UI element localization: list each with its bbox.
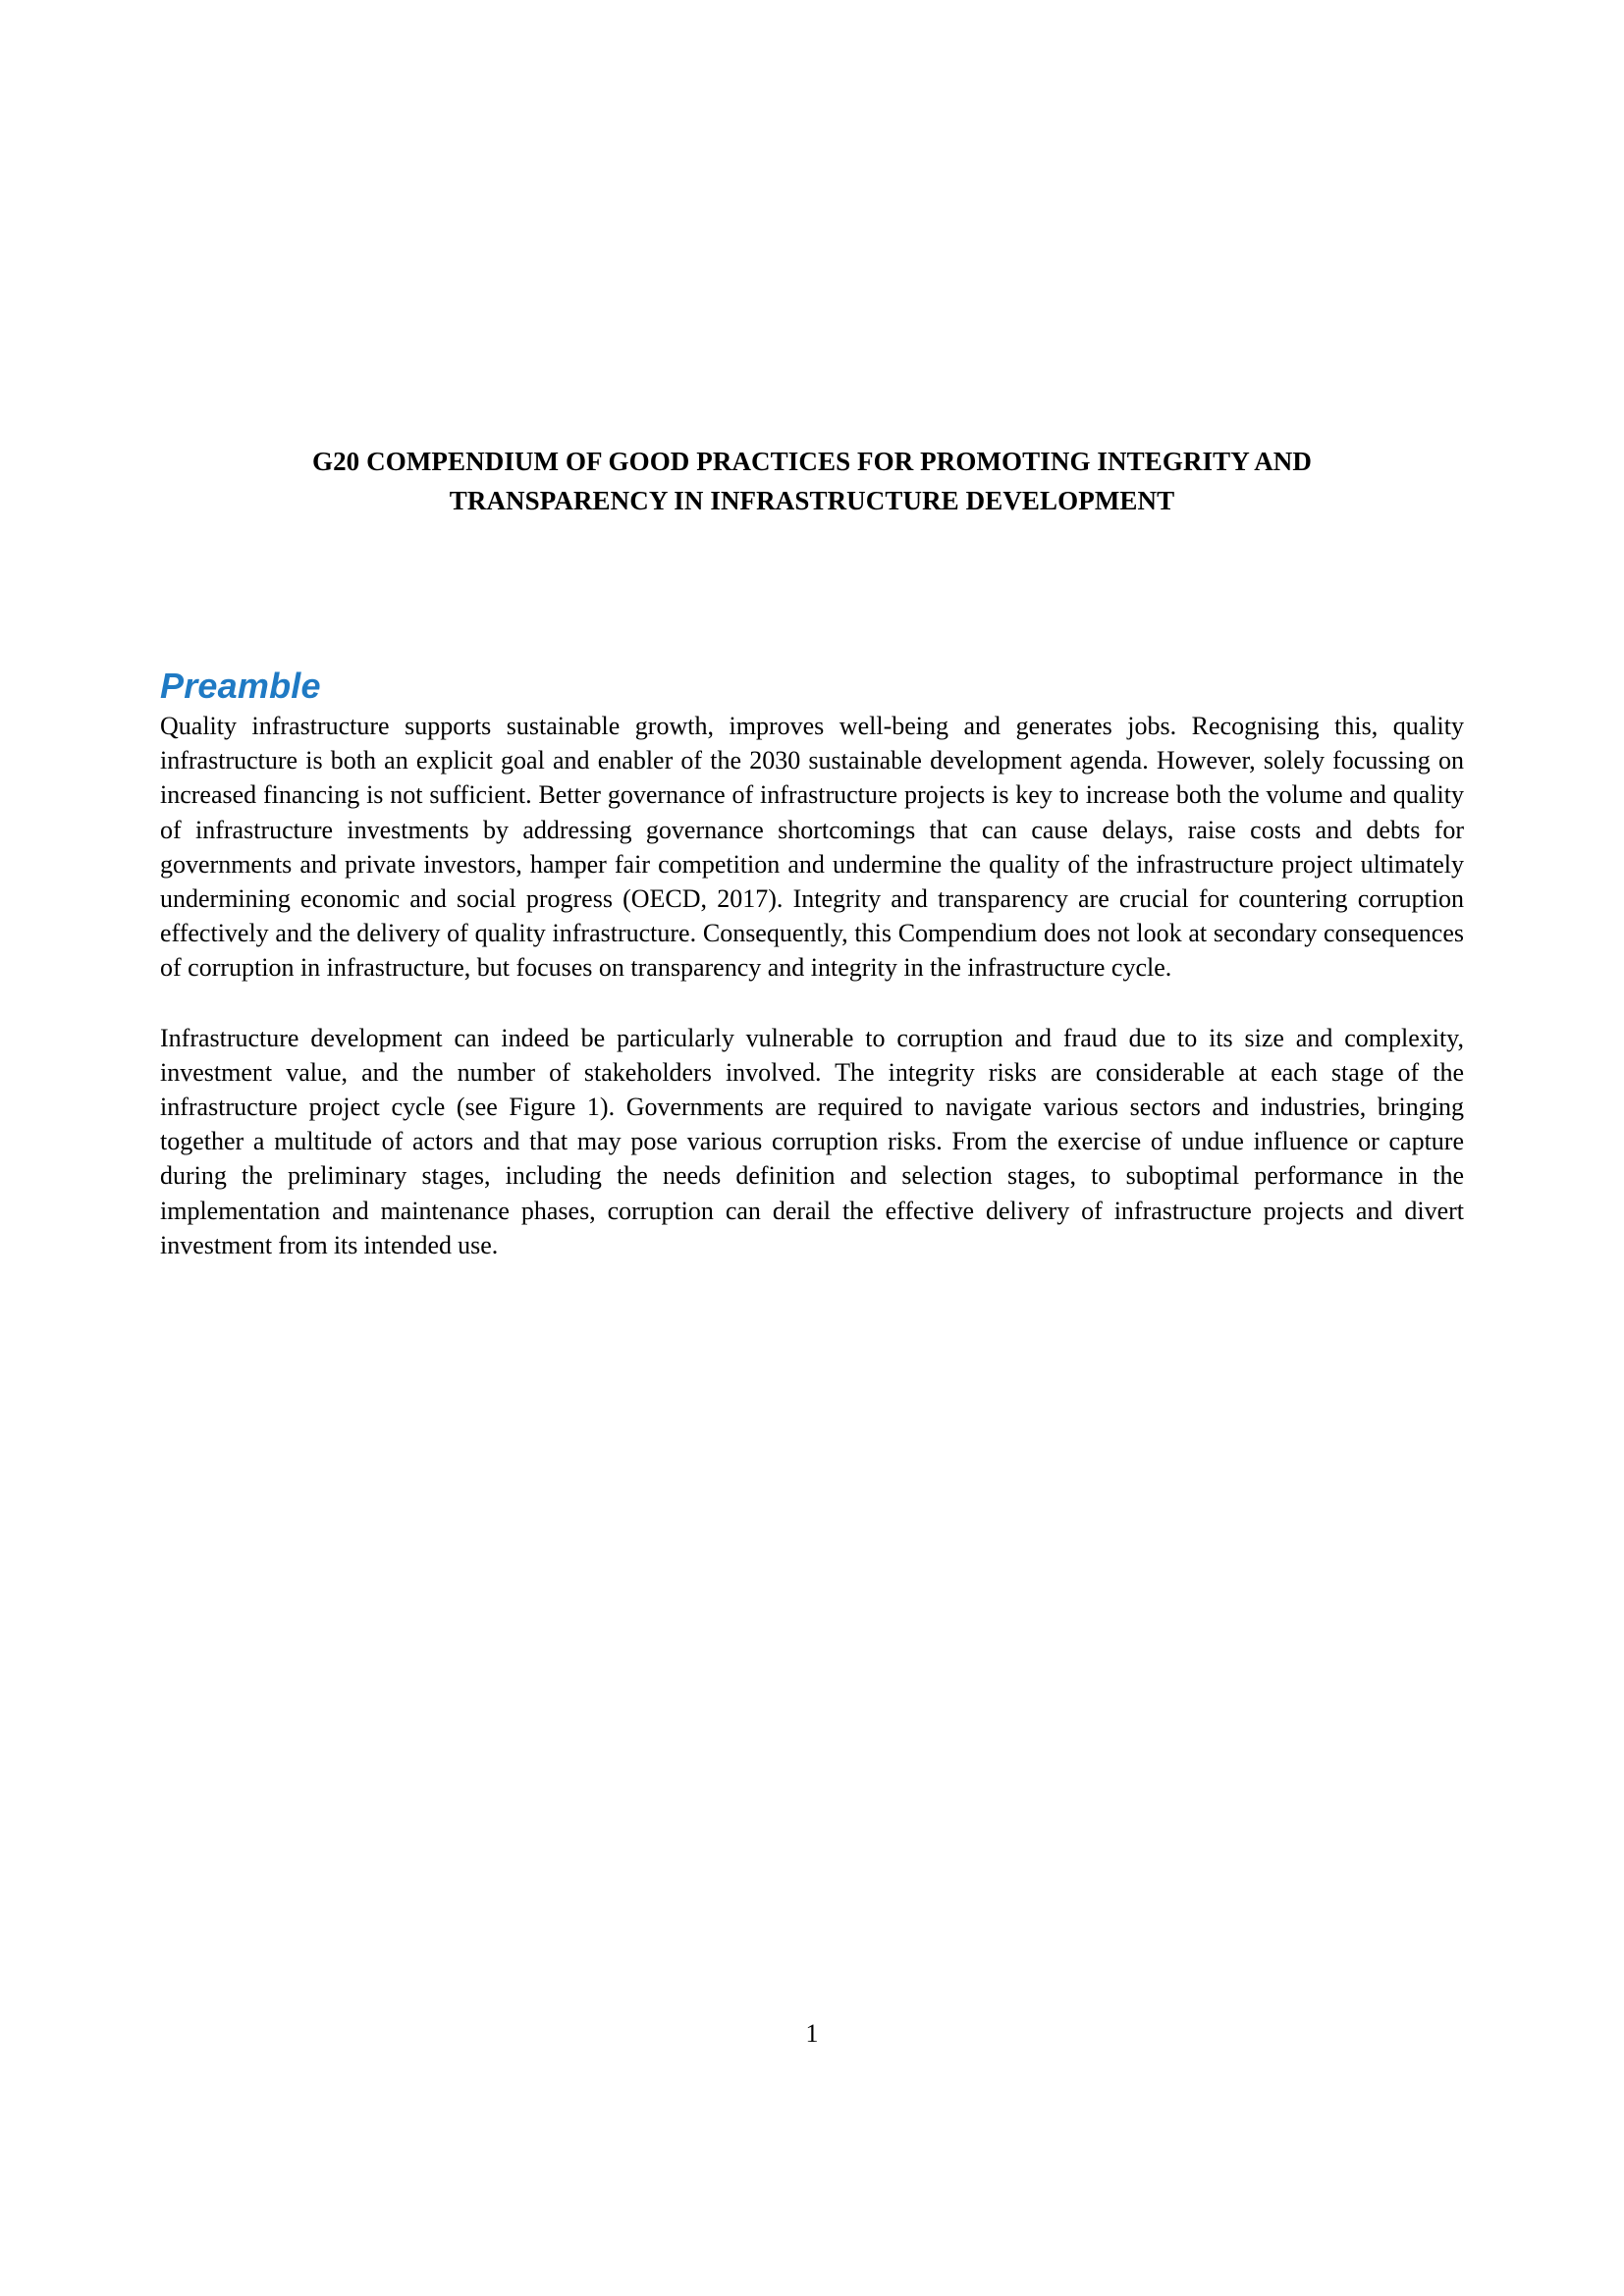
paragraph-1: Quality infrastructure supports sustainable growth, improves well-being and generates jobs. Recognising this, quality infrastructure is both an explicit goal and enabler of the 2030 sustainable development agenda. However, solely focussing on increased financing is not sufficient. Better governance of infrastructure projects is key to increase both the volume and quality of infrastructure investments by addressing governance shortcomings that can cause delays, raise costs and debts for governments and private investors, hamper fair competition and undermine the quality of the infrastructure project ultimately undermining economic and social progress (OECD, 2017). Integrity and transparency are crucial for countering corruption effectively and the delivery of quality infrastructure. Consequently, this Compendium does not look at secondary consequences of corruption in infrastructure, but focuses on transparency and integrity in the infrastructure cycle.	[160, 712, 1464, 983]
footer-page-number: 1	[805, 2019, 819, 2048]
page-title-line-2: TRANSPARENCY IN INFRASTRUCTURE DEVELOPMENT	[449, 486, 1175, 516]
page-title-line-1: G20 COMPENDIUM OF GOOD PRACTICES FOR PROMOTING INTEGRITY AND	[311, 447, 1313, 477]
section-heading-preamble: Preamble	[160, 665, 321, 706]
paragraph-2: Infrastructure development can indeed be particularly vulnerable to corruption and fraud due to its size and complexity, investment value, and the number of stakeholders involved. The integrity risks are considerable at each stage of the infrastructure project cycle (see Figure 1). Governments are required to navigate various sectors and industries, bringing together a multitude of actors and that may pose various corruption risks. From the exercise of undue influence or capture during the preliminary stages, including the needs definition and selection stages, to suboptimal performance in the implementation and maintenance phases, corruption can derail the effective delivery of infrastructure projects and divert investment from its intended use.	[160, 1023, 1464, 1259]
page-title	[244, 442, 1380, 520]
body-text-block	[160, 709, 1464, 1262]
